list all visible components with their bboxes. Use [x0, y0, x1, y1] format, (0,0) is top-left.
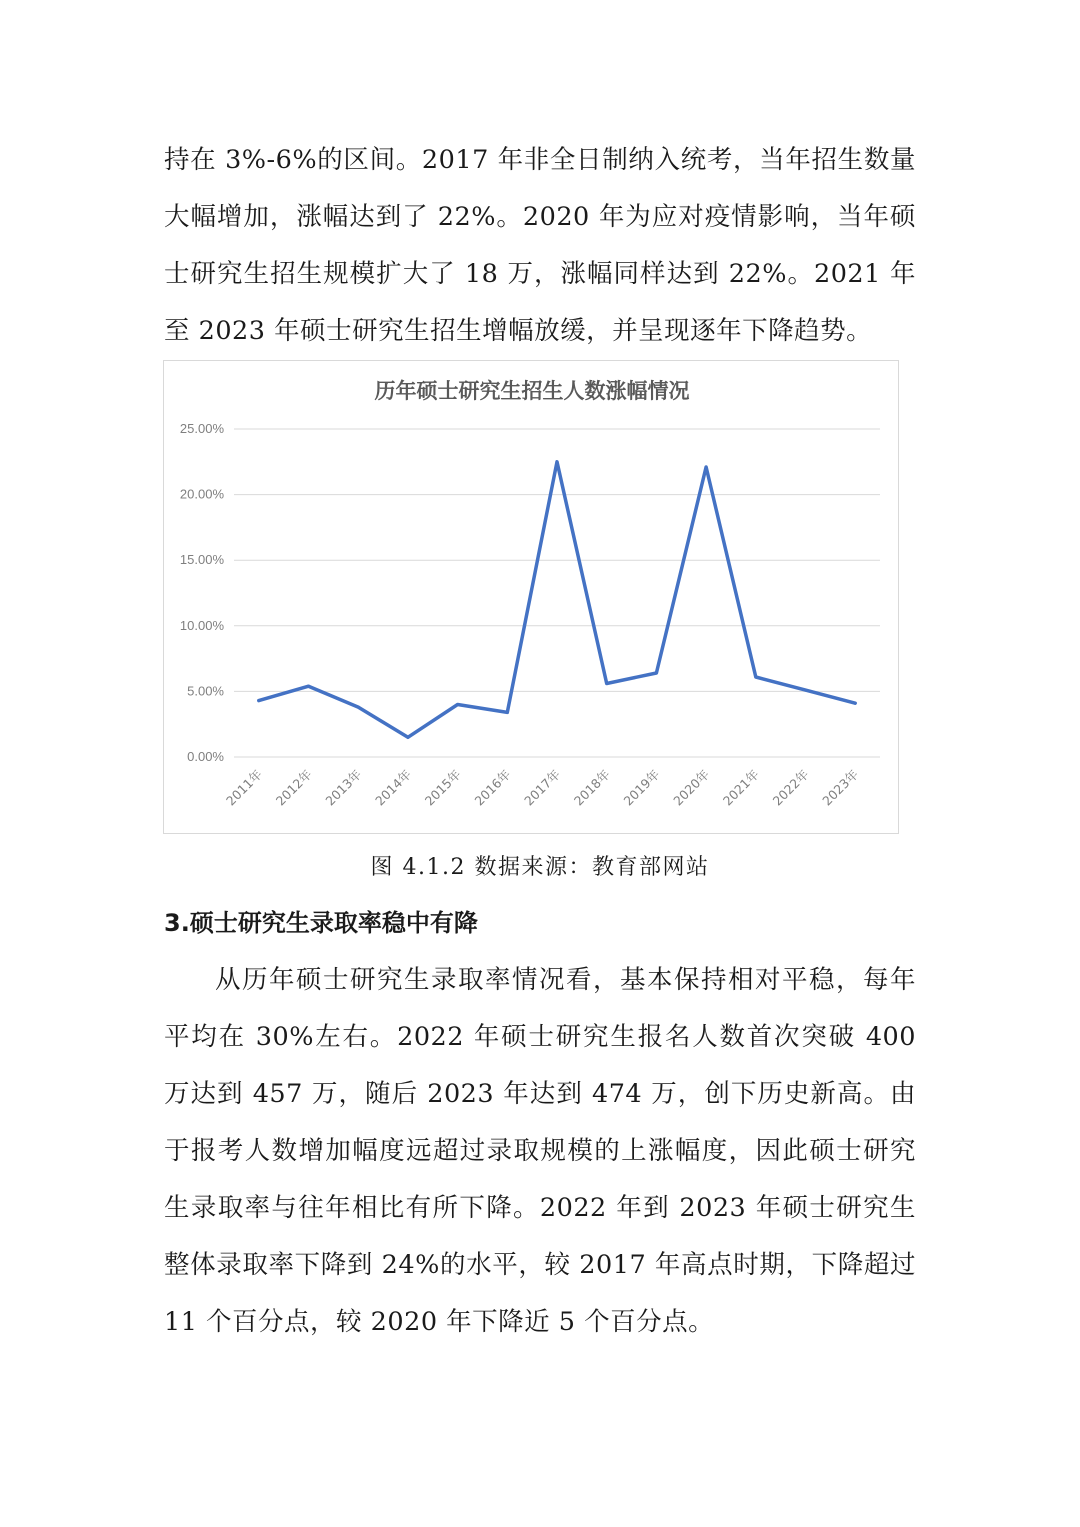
growth-line-chart	[163, 360, 899, 834]
x-tick-label: 2019年	[620, 766, 663, 809]
x-tick-label: 2020年	[670, 766, 713, 809]
data-point	[605, 682, 608, 685]
x-tick-label: 2016年	[471, 766, 514, 809]
x-tick-label: 2012年	[272, 766, 315, 809]
chart-canvas	[164, 361, 900, 835]
y-tick-label: 5.00%	[187, 683, 224, 699]
data-point	[357, 706, 360, 709]
y-tick-label: 25.00%	[179, 421, 224, 436]
paragraph-admission-rate: 从历年硕士研究生录取率情况看，基本保持相对平稳，每年平均在 30%左右。2022 年硕士研究生报名人数首次突破 400 万达到 457 万，随后 2023 年达到 474 万，创下历史新高。由于报考人数增加幅度远超过录取规模的上涨幅度，因此硕士研究生录取率与往年相比有所下降。2022 年到 2023 年硕士研究生整体录取率下降到 24%的水平，较 2017 年高点时期，下降超过 11 个百分点，较 2020 年下降近 5 个百分点。	[164, 965, 916, 1337]
chart-title: 历年硕士研究生招生人数涨幅情况	[374, 378, 690, 403]
figure-caption: 图 4.1.2 数据来源：教育部网站	[370, 855, 710, 880]
paragraph-growth-summary: 持在 3%-6%的区间。2017 年非全日制纳入统考，当年招生数量大幅增加，涨幅达到了 22%。2020 年为应对疫情影响，当年硕士研究生招生规模扩大了 18 万，涨幅同样达到 22%。2021 年至 2023 年硕士研究生招生增幅放缓，并呈现逐年下降趋势。	[164, 145, 916, 346]
x-tick-label: 2011年	[223, 766, 265, 809]
chart-series	[257, 460, 856, 739]
series-line	[259, 462, 855, 738]
data-point	[754, 675, 757, 678]
chart-y-axis	[180, 421, 225, 764]
data-point	[655, 672, 658, 675]
y-tick-label: 0.00%	[187, 749, 224, 764]
data-point	[556, 460, 559, 463]
data-point	[705, 466, 708, 469]
x-tick-label: 2017年	[521, 766, 564, 809]
x-tick-label: 2023年	[819, 766, 862, 809]
y-tick-label: 10.00%	[179, 617, 224, 633]
x-tick-label: 2018年	[570, 766, 613, 809]
x-tick-label: 2022年	[769, 766, 812, 809]
data-point	[307, 685, 310, 688]
data-point	[257, 699, 260, 702]
data-point	[406, 736, 409, 739]
x-tick-label: 2015年	[421, 766, 464, 809]
data-point	[854, 702, 857, 705]
chart-x-axis	[223, 767, 861, 809]
data-point	[804, 689, 807, 692]
x-tick-label: 2021年	[719, 766, 762, 809]
y-tick-label: 20.00%	[179, 486, 224, 502]
data-point	[506, 711, 509, 714]
section-heading: 3.硕士研究生录取率稳中有降	[164, 909, 478, 937]
y-tick-label: 15.00%	[179, 552, 224, 568]
chart-gridlines	[234, 429, 880, 757]
x-tick-label: 2013年	[322, 766, 365, 809]
data-point	[456, 703, 459, 706]
x-tick-label: 2014年	[372, 766, 415, 809]
